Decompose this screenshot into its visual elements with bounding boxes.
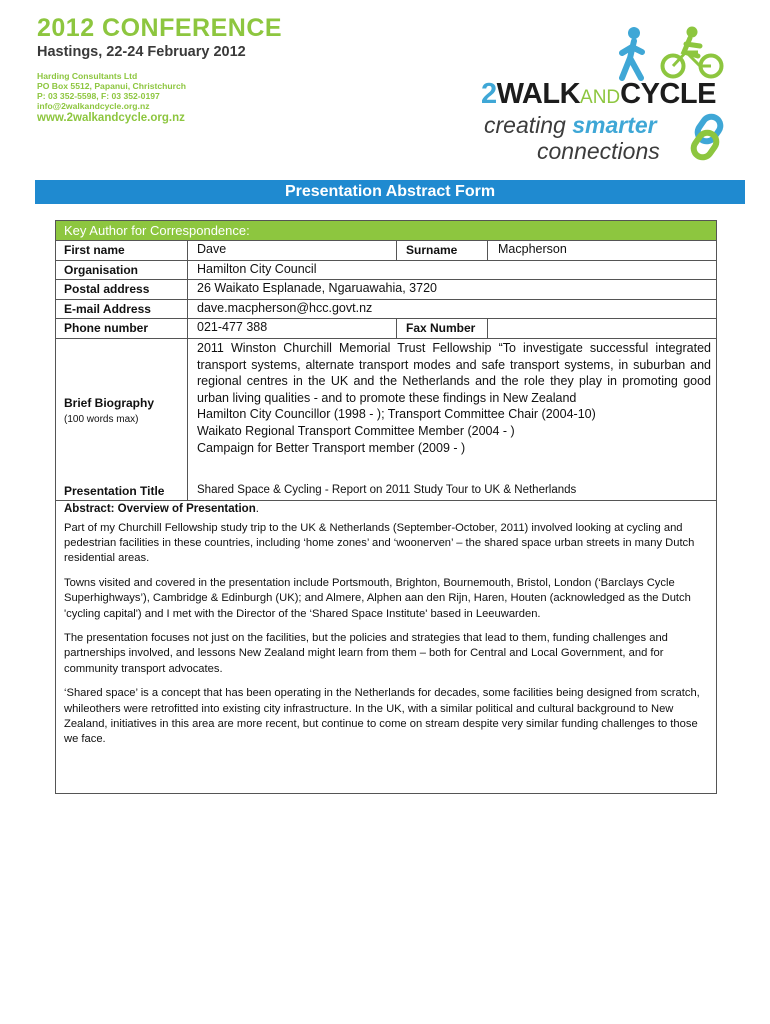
col-divider [487, 240, 488, 260]
contact-email: info@2walkandcycle.org.nz [37, 101, 150, 112]
abstract-heading-text: Abstract: Overview of Presentation [64, 503, 256, 515]
abstract-heading [64, 503, 259, 515]
section-title: Key Author for Correspondence: [56, 221, 716, 240]
presentation-title-field[interactable]: Shared Space & Cycling - Report on 2011 Study Tour to UK & Netherlands [197, 484, 577, 496]
bio-line: Hamilton City Councillor (1998 - ); Transport Committee Chair (2004-10) [197, 407, 596, 422]
abstract-heading-period: . [255, 503, 259, 515]
phone-label: Phone number [64, 321, 149, 335]
brand-wordmark [481, 78, 716, 111]
phone-field[interactable]: 021-477 388 [197, 320, 268, 334]
tagline-smarter: smarter [572, 112, 657, 138]
biography-hint: (100 words max) [64, 414, 139, 425]
brand-and: AND [580, 87, 621, 108]
abstract-paragraph: The presentation focuses not just on the facilities, but the policies and strategies that lead to them, funding challenges and partnerships involved, and lessons New Zealand might learn from them – both for Central and Local Government, and for community transport advocates. [64, 632, 668, 675]
tagline-line-1 [484, 112, 657, 139]
first-name-label: First name [64, 243, 125, 257]
walking-person-icon [622, 27, 642, 78]
organisation-label: Organisation [64, 263, 139, 277]
surname-field[interactable]: Macpherson [498, 242, 567, 256]
brand-2: 2 [481, 78, 497, 110]
logo-figures [600, 22, 740, 84]
col-divider [487, 318, 488, 338]
abstract-paragraph: Part of my Churchill Fellowship study trip to the UK & Netherlands (September-October, 2011) involved looking at cycling and pedestrian facilities in these countries, including ‘home zones’ and ‘woonerven’ – the shared space urban streets in many Dutch residential areas. [64, 522, 695, 565]
fax-label: Fax Number [406, 321, 476, 335]
contact-line: P: 03 352-5598, F: 03 352-0197 [37, 91, 160, 102]
abstract-body[interactable] [64, 521, 710, 757]
website-url: www.2walkandcycle.org.nz [37, 112, 185, 125]
postal-address-label: Postal address [64, 282, 150, 296]
row-divider [55, 299, 717, 300]
tagline-creating: creating [484, 112, 566, 138]
email-field[interactable]: dave.macpherson@hcc.govt.nz [197, 301, 373, 315]
bio-line: 2011 Winston Churchill Memorial Trust Fellowship “To investigate successful integrated transport systems, alternate transport modes and safe transport systems, in suburban and regional centres in the UK and the Netherlands and the role they play in promoting good urban living qualities - and to promote these findings in New Zealand [197, 341, 711, 405]
contact-line: PO Box 5512, Papanui, Christchurch [37, 81, 187, 92]
contact-block [37, 71, 186, 125]
contact-line: Harding Consultants Ltd [37, 71, 138, 81]
postal-address-field[interactable]: 26 Waikato Esplanade, Ngaruawahia, 3720 [197, 281, 437, 295]
row-divider [55, 279, 717, 280]
row-divider [55, 240, 717, 241]
presentation-title-label: Presentation Title [64, 484, 165, 498]
abstract-paragraph: ‘Shared space’ is a concept that has been operating in the Netherlands for decades, some facilities being designed from scratch, whileothers were retrofitted into existing city infrastructure. In the UK, with a similar political and cultural background to New Zealand, initiatives in this area are more recent, but continue to come on stream despite very similar funding challenges to those we face. [64, 687, 700, 745]
col-divider [396, 318, 397, 338]
row-divider [55, 260, 717, 261]
row-divider [55, 338, 717, 339]
brand-cycle: CYCLE [620, 78, 716, 110]
chain-link-icon [684, 112, 734, 162]
first-name-field[interactable]: Dave [197, 242, 227, 256]
col-divider [396, 240, 397, 260]
row-divider [55, 318, 717, 319]
brand-walk: WALK [496, 78, 581, 110]
biography-label: Brief Biography [64, 396, 155, 410]
row-divider [55, 500, 717, 501]
biography-field[interactable] [197, 340, 711, 456]
organisation-field[interactable]: Hamilton City Council [197, 262, 317, 276]
bio-line: Waikato Regional Transport Committee Member (2004 - ) [197, 423, 515, 438]
cyclist-icon [663, 27, 722, 77]
col-divider [187, 240, 188, 500]
email-label: E-mail Address [64, 302, 151, 316]
conference-title: 2012 CONFERENCE [37, 14, 283, 42]
conference-subtitle: Hastings, 22-24 February 2012 [37, 44, 246, 60]
abstract-paragraph: Towns visited and covered in the presentation include Portsmouth, Brighton, Bournemouth, Bristol, London (‘Barclays Cycle Superhighways’), Cambridge & Edinburgh (UK); and Almere, Alphen aan den Rijn, Haren, Houten (acknowledged as the Dutch 'cycling capital') and I met with the Director of the ‘Shared Space Institute' based in Leeuwarden. [64, 577, 691, 620]
tagline-connections: connections [537, 138, 660, 164]
form-title-bar: Presentation Abstract Form [35, 180, 745, 204]
surname-label: Surname [406, 243, 458, 257]
bio-line: Campaign for Better Transport member (2009 - ) [197, 440, 466, 455]
